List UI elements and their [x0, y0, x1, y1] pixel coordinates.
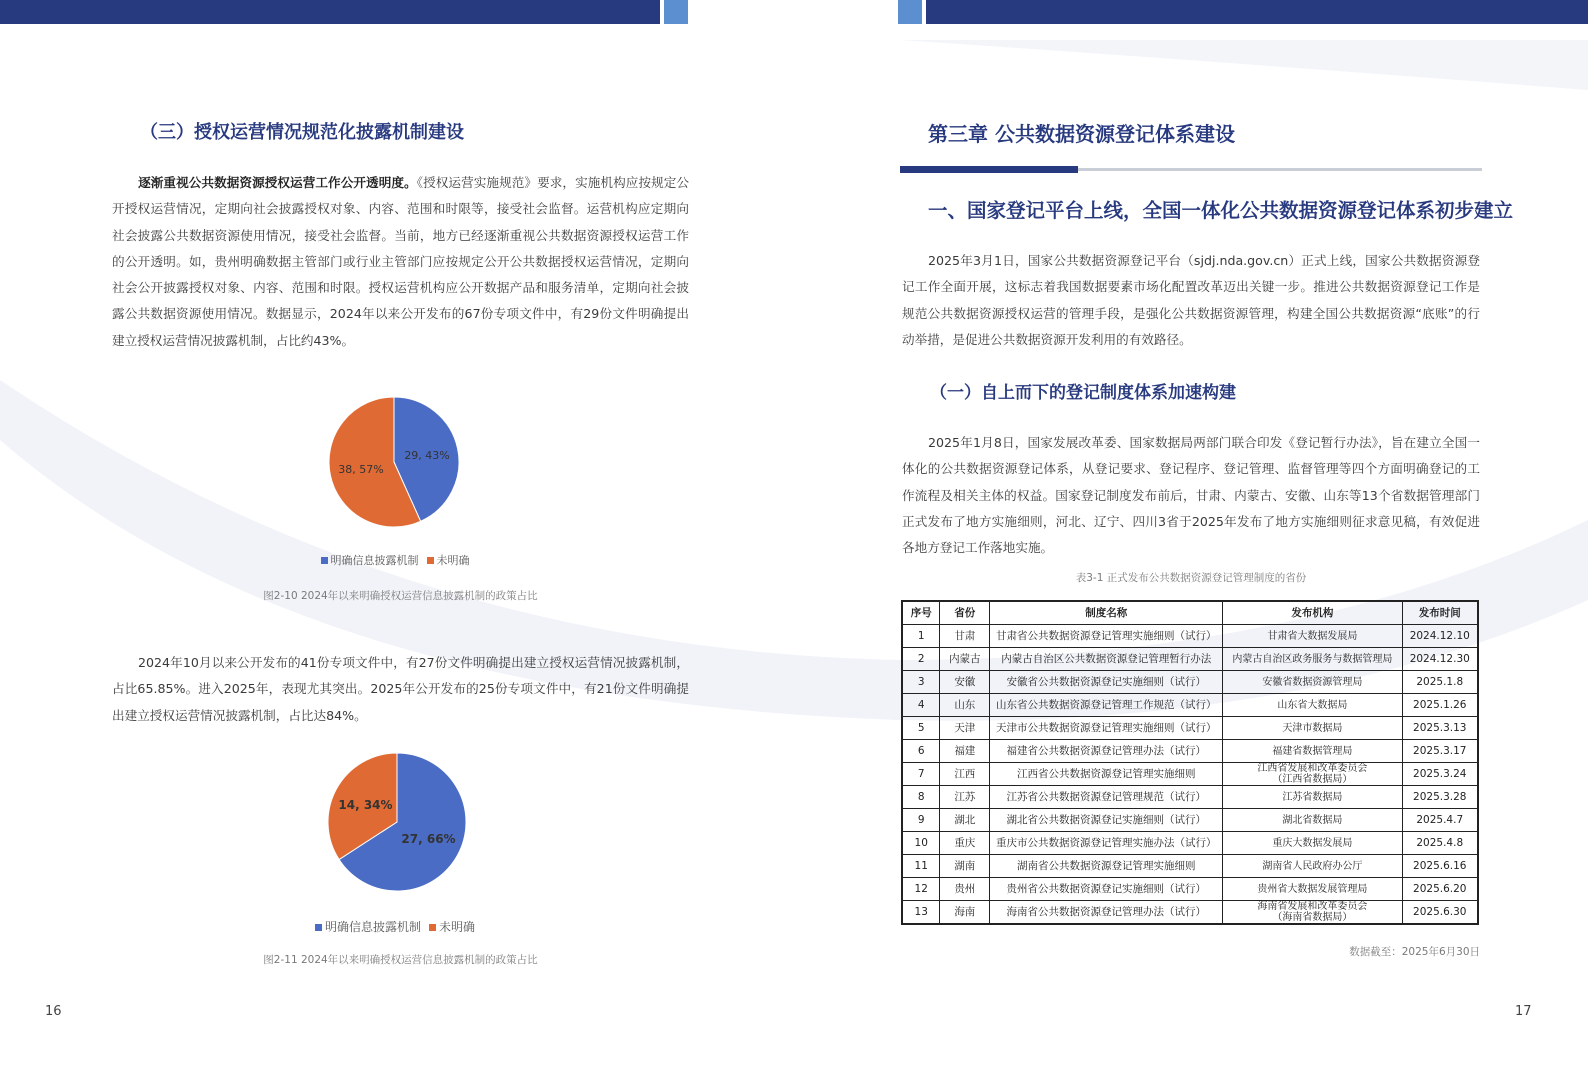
cell-date: 2025.3.13 [1402, 717, 1478, 740]
table-row [902, 901, 1478, 925]
paragraph-body: 《授权运营实施规范》要求，实施机构应按规定公开授权运营情况，定期向社会披露授权对象、内容、范围和时限等，接受社会监督。运营机构应定期向社会披露公共数据资源使用情况，接受社会监督。当前，地方已经逐渐重视公共数据资源授权运营工作的公开透明。如，贵州明确数据主管部门或行业主管部门应按规定公开公共数据授权运营情况，定期向社会公开披露授权对象、内容、范围和时限。授权运营机构应公开数据产品和服务清单，定期向社会披露公共数据资源使用情况。数据显示，2024年以来公开发布的67份专项文件中，有29份文件明确提出建立授权运营情况披露机制，占比约43%。 [112, 175, 690, 348]
cell-index: 12 [902, 878, 940, 901]
cell-policy-name: 海南省公共数据资源登记管理办法（试行） [990, 901, 1223, 925]
table-row [902, 855, 1478, 878]
cell-policy-name: 福建省公共数据资源登记管理办法（试行） [990, 740, 1223, 763]
cell-policy-name: 湖北省公共数据资源登记实施细则（试行） [990, 809, 1223, 832]
cell-index: 10 [902, 832, 940, 855]
cell-issuer: 江西省发展和改革委员会 （江西省数据局） [1223, 763, 1402, 786]
cell-province: 贵州 [940, 878, 990, 901]
cell-policy-name: 江西省公共数据资源登记管理实施细则 [990, 763, 1223, 786]
cell-issuer: 湖南省人民政府办公厅 [1223, 855, 1402, 878]
cell-province: 内蒙古 [940, 648, 990, 671]
cell-date: 2025.6.30 [1402, 901, 1478, 925]
header-province: 省份 [940, 601, 990, 625]
cell-province: 重庆 [940, 832, 990, 855]
table-row [902, 786, 1478, 809]
cell-policy-name: 安徽省公共数据资源登记实施细则（试行） [990, 671, 1223, 694]
cell-index: 4 [902, 694, 940, 717]
data-cutoff-note: 数据截至：2025年6月30日 [1349, 946, 1480, 958]
header-date: 发布时间 [1402, 601, 1478, 625]
cell-issuer: 甘肃省大数据发展局 [1223, 625, 1402, 648]
top-bar-right [926, 0, 1588, 24]
cell-issuer: 福建省数据管理局 [1223, 740, 1402, 763]
pie-data-label: 14, 34% [338, 797, 393, 812]
paragraph-disclosure [112, 170, 689, 354]
chapter-rule-dark [900, 166, 1078, 173]
figure-caption-2-11: 图2-11 2024年以来明确授权运营信息披露机制的政策占比 [263, 954, 538, 966]
table-header-row [902, 601, 1478, 625]
cell-date: 2024.12.10 [1402, 625, 1478, 648]
top-bar-left [0, 0, 660, 24]
legend-swatch-blue [321, 557, 328, 564]
cell-index: 8 [902, 786, 940, 809]
table-caption: 表3-1 正式发布公共数据资源登记管理制度的省份 [1075, 572, 1307, 584]
cell-date: 2025.1.8 [1402, 671, 1478, 694]
table-row [902, 717, 1478, 740]
cell-policy-name: 贵州省公共数据资源登记实施细则（试行） [990, 878, 1223, 901]
table-row [902, 625, 1478, 648]
legend-item-disclosed: 明确信息披露机制 [321, 552, 419, 568]
cell-index: 6 [902, 740, 940, 763]
cell-issuer: 贵州省大数据发展管理局 [1223, 878, 1402, 901]
cell-province: 江苏 [940, 786, 990, 809]
cell-province: 海南 [940, 901, 990, 925]
pie-data-label: 27, 66% [401, 832, 456, 847]
table-row [902, 648, 1478, 671]
paragraph-registration-rules: 2025年1月8日，国家发展改革委、国家数据局两部门联合印发《登记暂行办法》，旨在建立全国一体化的公共数据资源登记体系，从登记要求、登记程序、登记管理、监督管理等四个方面明确登记的工作流程及相关主体的权益。国家登记制度发布前后，甘肃、内蒙古、安徽、山东等13个省数据管理部门正式发布了地方实施细则，河北、辽宁、四川3省于2025年发布了地方实施细则征求意见稿，有效促进各地方登记工作落地实施。 [902, 435, 1480, 556]
cell-policy-name: 湖南省公共数据资源登记管理实施细则 [990, 855, 1223, 878]
header-index: 序号 [902, 601, 940, 625]
section-heading-left: （三）授权运营情况规范化披露机制建设 [140, 122, 464, 143]
cell-date: 2025.4.7 [1402, 809, 1478, 832]
cell-issuer: 山东省大数据局 [1223, 694, 1402, 717]
chapter-rule-light [1078, 168, 1482, 171]
top-bar-right-accent [898, 0, 922, 24]
cell-province: 甘肃 [940, 625, 990, 648]
cell-issuer: 湖北省数据局 [1223, 809, 1402, 832]
table-row [902, 832, 1478, 855]
table-row [902, 671, 1478, 694]
table-row [902, 763, 1478, 786]
paragraph-platform-launch: 2025年3月1日，国家公共数据资源登记平台（sjdj.nda.gov.cn）正式上线，国家公共数据资源登记工作全面开展，这标志着我国数据要素市场化配置改革迈出关键一步。推进公共数据资源登记工作是规范公共数据资源授权运营的管理手段，是强化公共数据资源管理，构建全国公共数据资源“底账”的行动举措，是促进公共数据资源开发利用的有效路径。 [902, 253, 1480, 347]
cell-issuer: 内蒙古自治区政务服务与数据管理局 [1223, 648, 1402, 671]
cell-index: 2 [902, 648, 940, 671]
pie-data-label: 38, 57% [338, 463, 384, 477]
paragraph-2024-stats: 2024年10月以来公开发布的41份专项文件中，有27份文件明确提出建立授权运营情况披露机制，占比65.85%。进入2025年，表现尤其突出。2025年公开发布的25份专项文件中，有21份文件明确提出建立授权运营情况披露机制，占比达84%。 [112, 655, 689, 723]
cell-index: 13 [902, 901, 940, 925]
page-number-left: 16 [45, 1004, 62, 1019]
cell-policy-name: 内蒙古自治区公共数据资源登记管理暂行办法 [990, 648, 1223, 671]
cell-index: 11 [902, 855, 940, 878]
cell-issuer: 江苏省数据局 [1223, 786, 1402, 809]
table-row [902, 878, 1478, 901]
cell-province: 福建 [940, 740, 990, 763]
subsection-title: （一）自上而下的登记制度体系加速构建 [930, 383, 1236, 403]
cell-index: 3 [902, 671, 940, 694]
cell-date: 2025.6.20 [1402, 878, 1478, 901]
legend-swatch-orange [427, 557, 434, 564]
cell-date: 2025.3.28 [1402, 786, 1478, 809]
cell-policy-name: 甘肃省公共数据资源登记管理实施细则（试行） [990, 625, 1223, 648]
pie-chart-2-legend [300, 918, 490, 935]
cell-date: 2025.1.26 [1402, 694, 1478, 717]
cell-index: 5 [902, 717, 940, 740]
figure-caption-2-10: 图2-10 2024年以来明确授权运营信息披露机制的政策占比 [263, 590, 538, 602]
pie-chart-1-legend [300, 552, 490, 568]
legend-item-unclear: 未明确 [429, 918, 475, 935]
cell-date: 2025.4.8 [1402, 832, 1478, 855]
cell-province: 山东 [940, 694, 990, 717]
cell-province: 安徽 [940, 671, 990, 694]
cell-index: 1 [902, 625, 940, 648]
legend-swatch-orange [429, 924, 436, 931]
cell-province: 湖南 [940, 855, 990, 878]
section-title-right: 一、国家登记平台上线，全国一体化公共数据资源登记体系初步建立 [928, 199, 1514, 222]
cell-date: 2025.3.17 [1402, 740, 1478, 763]
table-row [902, 694, 1478, 717]
chapter-title: 第三章 公共数据资源登记体系建设 [928, 122, 1235, 146]
cell-date: 2025.3.24 [1402, 763, 1478, 786]
cell-date: 2024.12.30 [1402, 648, 1478, 671]
cell-province: 江西 [940, 763, 990, 786]
legend-swatch-blue [315, 924, 322, 931]
cell-policy-name: 重庆市公共数据资源登记管理实施办法（试行） [990, 832, 1223, 855]
cell-policy-name: 天津市公共数据资源登记管理实施细则（试行） [990, 717, 1223, 740]
cell-index: 7 [902, 763, 940, 786]
legend-item-unclear: 未明确 [427, 552, 470, 568]
page-number-right: 17 [1515, 1004, 1532, 1019]
registration-table [901, 600, 1479, 925]
header-issuer: 发布机构 [1223, 601, 1402, 625]
pie-data-label: 29, 43% [404, 448, 450, 462]
cell-issuer: 安徽省数据资源管理局 [1223, 671, 1402, 694]
legend-item-disclosed: 明确信息披露机制 [315, 918, 421, 935]
cell-province: 湖北 [940, 809, 990, 832]
cell-index: 9 [902, 809, 940, 832]
top-bar-left-accent [664, 0, 688, 24]
cell-policy-name: 山东省公共数据资源登记管理工作规范（试行） [990, 694, 1223, 717]
cell-issuer: 重庆大数据发展局 [1223, 832, 1402, 855]
cell-issuer: 天津市数据局 [1223, 717, 1402, 740]
paragraph-lead-bold: 逐渐重视公共数据资源授权运营工作公开透明度。 [138, 175, 417, 190]
cell-province: 天津 [940, 717, 990, 740]
header-policy-name: 制度名称 [990, 601, 1223, 625]
cell-policy-name: 江苏省公共数据资源登记管理规范（试行） [990, 786, 1223, 809]
table-row [902, 809, 1478, 832]
pie-chart-2 [320, 745, 474, 899]
cell-date: 2025.6.16 [1402, 855, 1478, 878]
pie-chart-1 [320, 390, 470, 540]
cell-issuer: 海南省发展和改革委员会 （海南省数据局） [1223, 901, 1402, 925]
table-row [902, 740, 1478, 763]
